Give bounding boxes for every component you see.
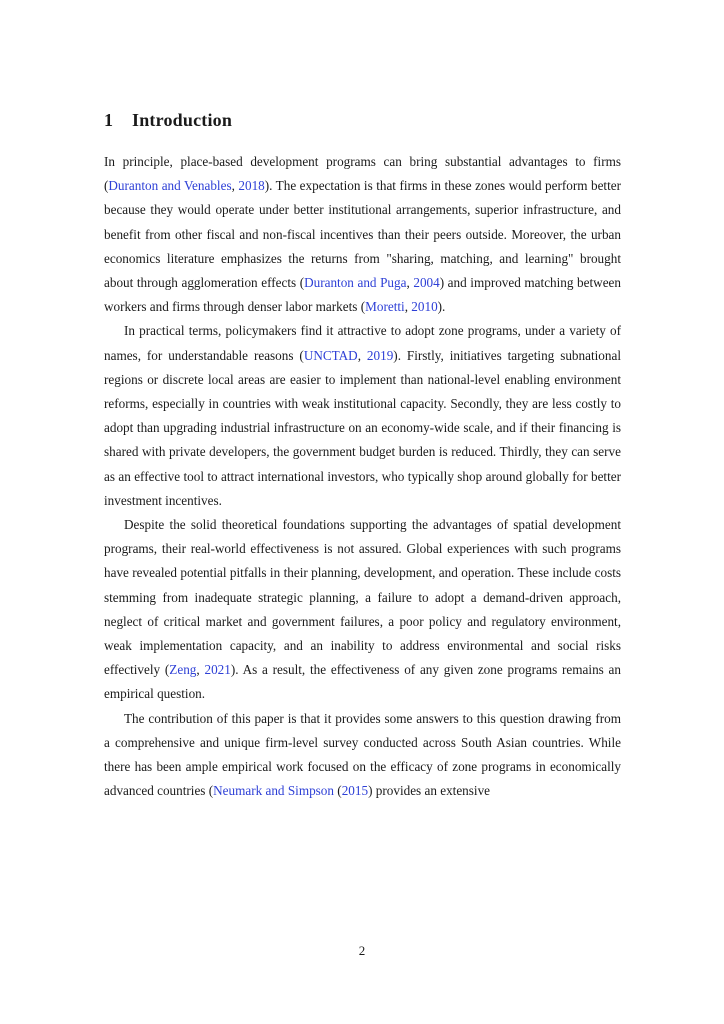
paragraph-text: , xyxy=(231,178,239,194)
paragraph xyxy=(104,707,621,804)
paragraph-text: , xyxy=(406,275,414,291)
paragraph xyxy=(104,513,621,707)
citation-link[interactable]: Zeng xyxy=(169,662,197,678)
citation-link[interactable]: 2021 xyxy=(204,662,231,678)
paragraph-text: ). The expectation is that firms in these zones would perform better because they would operate under better institutional arrangements, superior infrastructure, and benefit from other fiscal and non-fiscal incentives than their peers outside. Moreover, the urban economics literature emphasizes the returns from "sharing, matching, and learning" brought about through agglomeration effects ( xyxy=(104,178,622,291)
paragraph-text: Despite the solid theoretical foundations supporting the advantages of spatial development programs, their real-world effectiveness is not assured. Global experiences with such programs have revealed potential pitfalls in their planning, development, and operation. These include costs stemming from inadequate strategic planning, a failure to adopt a demand-driven approach, neglect of critical market and government failures, a poor policy and regulatory environment, weak implementation capacity, and an inability to address environmental and social risks effectively ( xyxy=(104,517,621,678)
paragraph xyxy=(104,150,621,319)
citation-link[interactable]: 2018 xyxy=(238,178,265,194)
paragraph-text: ). As a result, the effectiveness of any given zone programs remains an empirical question. xyxy=(104,662,622,702)
paragraph-text: ( xyxy=(334,783,342,799)
citation-link[interactable]: UNCTAD xyxy=(303,347,358,363)
citation-link[interactable]: Neumark and Simpson xyxy=(213,783,334,799)
citation-link[interactable]: 2019 xyxy=(366,347,394,363)
citation-link[interactable]: Duranton and Venables xyxy=(108,178,232,194)
paragraph-text: , xyxy=(404,299,412,315)
citation-link[interactable]: 2004 xyxy=(413,275,440,291)
citation-link[interactable]: Duranton and Puga xyxy=(304,275,407,291)
section-number: 1 xyxy=(104,110,114,130)
paragraph-text: The contribution of this paper is that it provides some answers to this question drawing from a comprehensive and unique firm-level survey conducted across South Asian countries. While there has been ample empirical work focused on the efficacy of zone programs in economically advanced countries ( xyxy=(104,710,621,799)
paragraph-text: , xyxy=(357,347,367,363)
section-heading xyxy=(104,110,232,131)
citation-link[interactable]: Moretti xyxy=(365,299,405,315)
paragraph-text: ). Firstly, initiatives targeting subnational regions or discrete local areas are easier to implement than national-level enabling environment reforms, especially in countries with weak institutional capacity. Secondly, they are less costly to adopt than upgrading industrial infrastructure on an economy-wide scale, and if their financing is shared with private developers, the government budget burden is reduced. Thirdly, they can serve as an effective tool to attract international investors, who typically shop around globally for better investment incentives. xyxy=(104,347,621,508)
paragraph-text: , xyxy=(196,662,205,678)
body-text xyxy=(104,150,621,803)
citation-link[interactable]: 2010 xyxy=(411,299,438,315)
paragraph xyxy=(104,319,621,513)
paragraph-text: In principle, place-based development programs can bring substantial advantages to firms ( xyxy=(104,154,621,194)
paragraph-text: ). xyxy=(437,299,446,315)
paragraph-text: In practical terms, policymakers find it attractive to adopt zone programs, under a variety of names, for understandable reasons ( xyxy=(104,323,621,363)
paragraph-text: ) provides an extensive xyxy=(368,783,491,799)
paragraph-text: ) and improved matching between workers and firms through denser labor markets ( xyxy=(104,275,621,315)
section-title: Introduction xyxy=(132,110,233,130)
page-number: 2 xyxy=(358,943,366,958)
citation-link[interactable]: 2015 xyxy=(341,783,369,799)
